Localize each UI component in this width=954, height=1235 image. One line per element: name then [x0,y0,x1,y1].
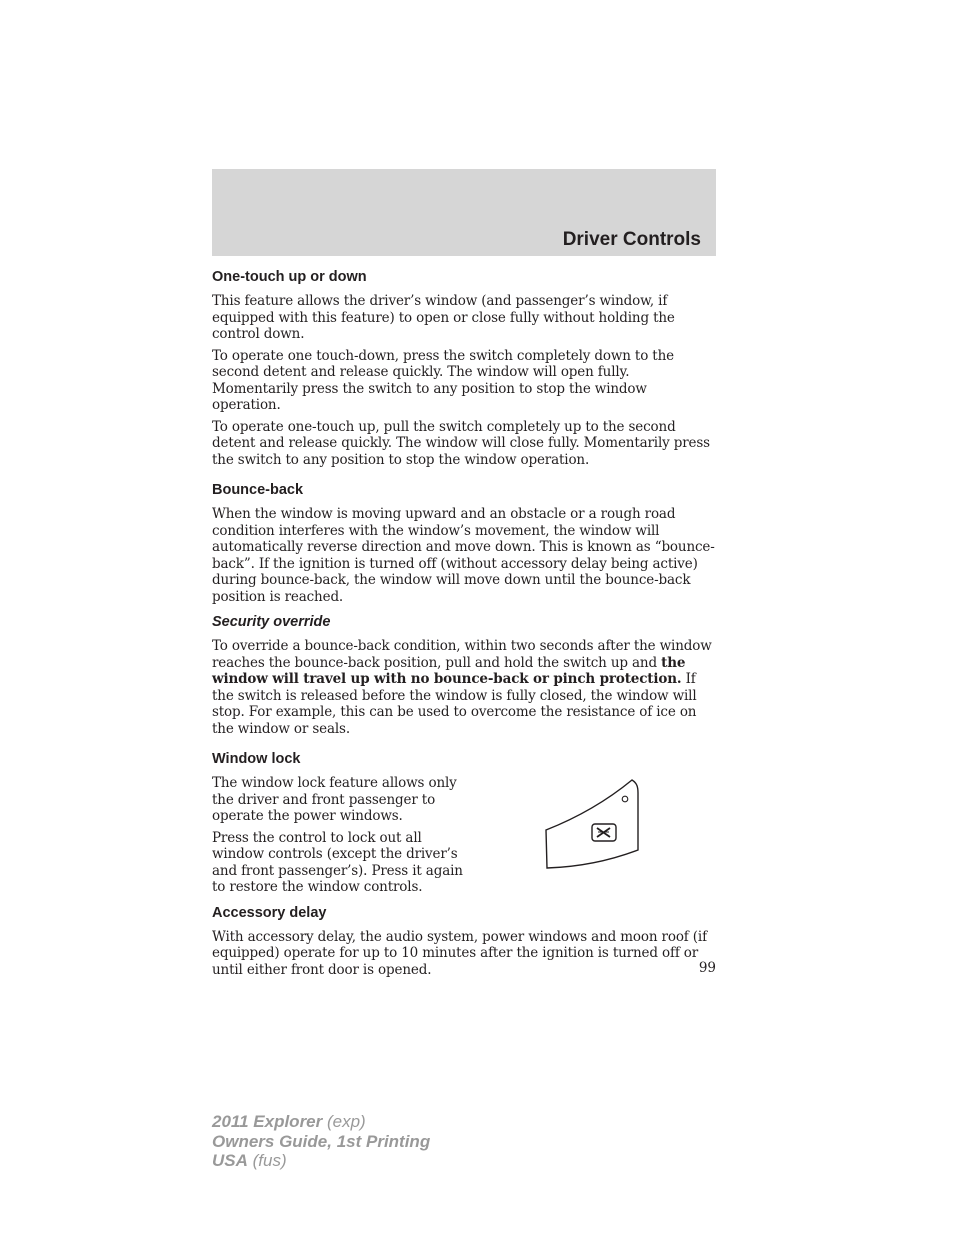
page-number: 99 [698,960,716,976]
paragraph: To operate one-touch up, pull the switch completely up to the second detent and release quickly. The window will close fully. Momentarily press the switch to any position to stop the window operation. [212,418,710,468]
footer-line [212,1112,430,1132]
footer-model-code: (exp) [322,1112,366,1131]
footer-line [212,1151,430,1171]
text-run: If the switch is released before the window is fully closed, the window will stop. For example, this can be used to overcome the resistance of ice on the window or seals. [212,671,697,737]
footer [212,1112,430,1171]
heading-accessory-delay: Accessory delay [212,904,327,921]
footer-line [212,1132,430,1152]
bold-text: the window will travel up with no bounce-back or pinch protection. [212,654,686,687]
footer-guide: Owners Guide, 1st Printing [212,1131,431,1151]
heading-bounce-back: Bounce-back [212,482,304,498]
heading-one-touch: One-touch up or down [212,269,367,285]
header-band [212,169,716,256]
main-content [212,267,716,990]
window-lock-text [212,775,468,896]
heading-security-override: Security override [212,614,331,630]
section-security-override [212,612,716,737]
paragraph [212,638,716,737]
heading-window-lock: Window lock [212,751,301,767]
footer-market: USA [212,1151,248,1170]
window-lock-switch-icon [544,775,644,871]
paragraph: The window lock feature allows only the driver and front passenger to operate the power windows. [212,775,457,824]
paragraph: Press the control to lock out all window controls (except the driver’s and front passenger’s). Press it again to restore the window controls. [212,829,463,895]
page-title: Driver Controls [562,229,701,250]
footer-market-code: (fus) [247,1151,287,1170]
section-one-touch [212,267,716,468]
paragraph: This feature allows the driver’s window (and passenger’s window, if equipped with this feature) to open or close fully without holding the control down. [212,293,675,342]
text-run: To override a bounce-back condition, within two seconds after the window reaches the bounce-back position, pull and hold the switch up and [212,638,712,671]
paragraph: To operate one touch-down, press the switch completely down to the second detent and release quickly. The window will open fully. Momentarily press the switch to any position to stop the window operation. [212,347,674,413]
window-lock-block [212,775,716,896]
section-accessory-delay [212,903,716,979]
footer-model: 2011 Explorer [212,1112,323,1131]
section-bounce-back [212,480,716,605]
section-window-lock [212,749,716,896]
paragraph: When the window is moving upward and an obstacle or a rough road condition interferes with the window’s movement, the window will automatically reverse direction and move down. This is known as “bounce-back”. If the ignition is turned off (without accessory delay being active) during bounce-back, the window will move down until the bounce-back position is reached. [212,506,715,605]
paragraph: With accessory delay, the audio system, power windows and moon roof (if equipped) operate for up to 10 minutes after the ignition is turned off or until either front door is opened. [212,928,707,978]
